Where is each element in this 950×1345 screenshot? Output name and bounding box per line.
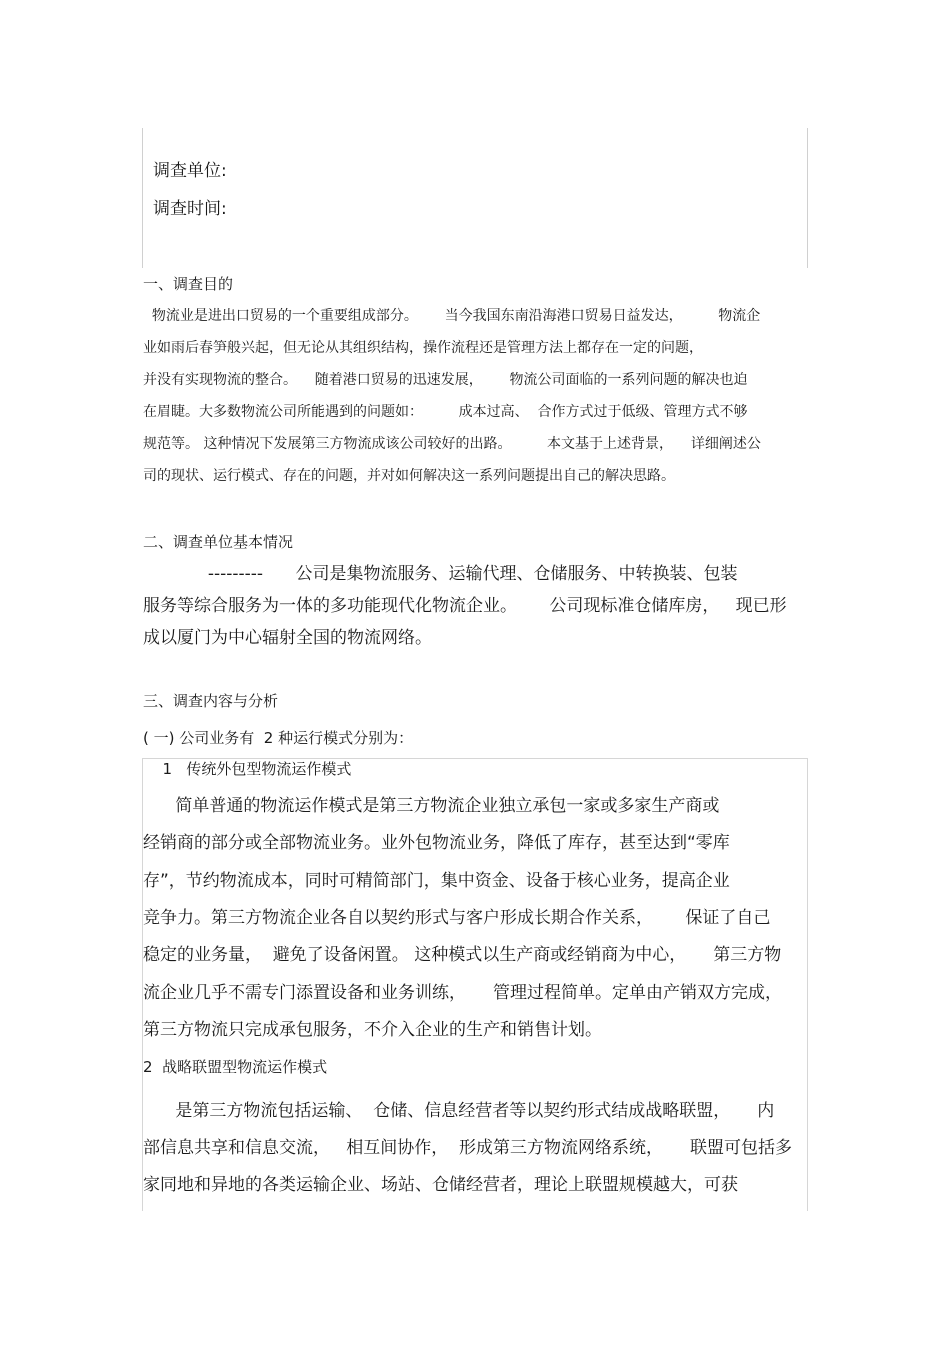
section1-heading: 一、调查目的 [143,275,234,293]
section1-line: 物流业是进出口贸易的一个重要组成部分。 当今我国东南沿海港口贸易日益发达， 物流企 [143,308,761,324]
section1-line: 业如雨后春笋般兴起，但无论从其组织结构，操作流程还是管理方法上都存在一定的问题， [143,340,703,356]
mode1-line: 稳定的业务量， 避免了设备闲置。 这种模式以生产商或经销商为中心， 第三方物 [143,945,782,965]
mode2-line: 家同地和异地的各类运输企业、场站、仓储经营者，理论上联盟规模越大，可获 [143,1175,738,1195]
section2-line: --------- 公司是集物流服务、运输代理、仓储服务、中转换装、包装 [143,564,738,584]
mode1-line: 竞争力。第三方物流企业各自以契约形式与客户形成长期合作关系， 保证了自己 [143,908,771,928]
mode2-line: 是第三方物流包括运输、 仓储、信息经营者等以契约形式结成战略联盟， 内 [143,1101,775,1121]
mode1-line: 流企业几乎不需专门添置设备和业务训练， 管理过程简单。定单由产销双方完成， [143,983,783,1003]
info-box [142,128,808,268]
mode2-line: 部信息共享和信息交流， 相互间协作， 形成第三方物流网络系统， 联盟可包括多 [143,1138,793,1158]
survey-time-label: 调查时间: [153,199,227,219]
survey-unit-label: 调查单位: [153,161,227,181]
mode1-line: 经销商的部分或全部物流业务。业外包物流业务，降低了库存，甚至达到“零库 [143,833,730,853]
mode1-line: 简单普通的物流运作模式是第三方物流企业独立承包一家或多家生产商或 [143,796,720,816]
mode1-title: 1 传统外包型物流运作模式 [153,760,352,778]
section1-line: 司的现状、运行模式、存在的问题，并对如何解决这一系列问题提出自己的解决思路。 [143,468,675,484]
section3-intro: ( 一) 公司业务有 2 种运行模式分别为： [143,729,414,747]
section1-line: 在眉睫。大多数物流公司所能遇到的问题如： 成本过高、 合作方式过于低级、管理方式不够 [143,404,748,420]
section3-heading: 三、调查内容与分析 [143,692,279,710]
section1-line: 并没有实现物流的整合。 随着港口贸易的迅速发展， 物流公司面临的一系列问题的解决也迫 [143,372,748,388]
section2-line: 成以厦门为中心辐射全国的物流网络。 [143,628,432,648]
mode2-title: 2 战略联盟型物流运作模式 [143,1058,328,1076]
section2-heading: 二、调查单位基本情况 [143,533,294,551]
mode1-line: 存”，节约物流成本，同时可精简部门，集中资金、设备于核心业务，提高企业 [143,871,730,891]
section1-line: 规范等。 这种情况下发展第三方物流成该公司较好的出路。 本文基于上述背景， 详细阐述公 [143,436,761,452]
section2-line: 服务等综合服务为一体的多功能现代化物流企业。 公司现标准仓储库房， 现已形 [143,596,787,616]
mode1-line: 第三方物流只完成承包服务，不介入企业的生产和销售计划。 [143,1020,602,1040]
